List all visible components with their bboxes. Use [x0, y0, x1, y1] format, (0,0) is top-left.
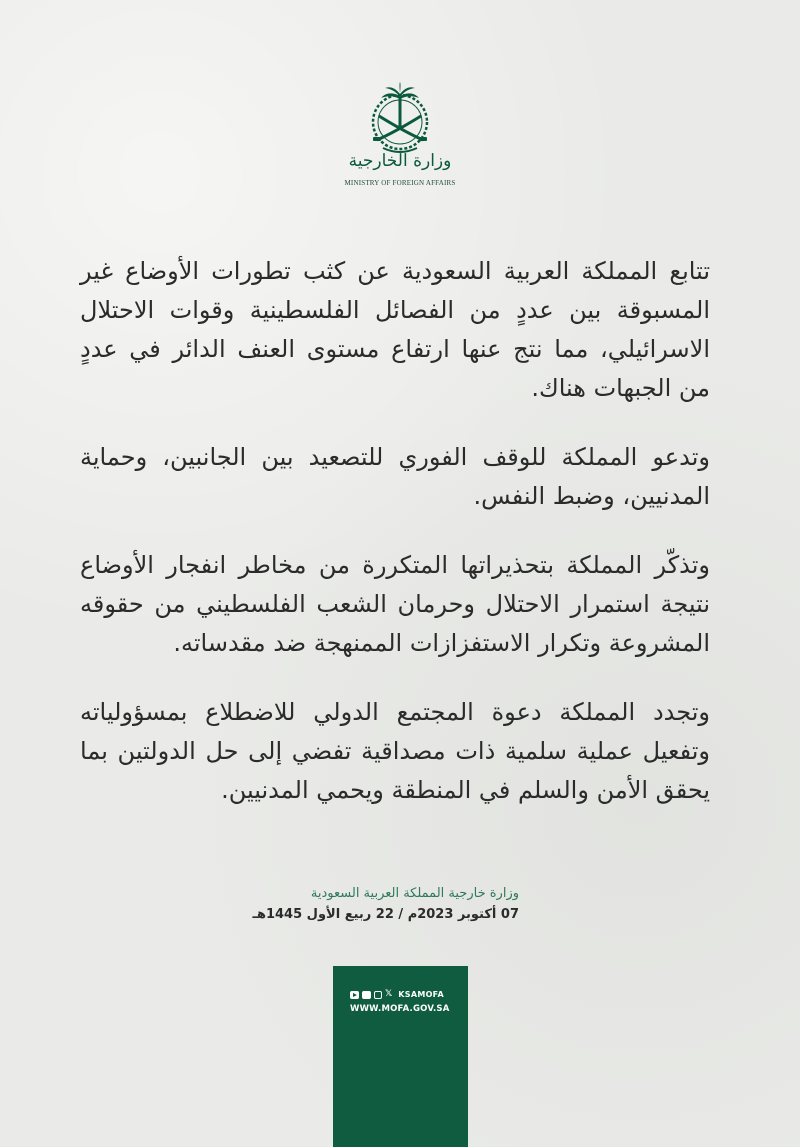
signature-block — [239, 884, 519, 926]
ministry-name-english: MINISTRY OF FOREIGN AFFAIRS — [344, 179, 456, 187]
facebook-icon[interactable] — [362, 991, 371, 999]
x-icon[interactable]: 𝕏 — [385, 989, 393, 999]
issuer-name: وزارة خارجية المملكة العربية السعودية — [310, 886, 519, 901]
instagram-icon[interactable] — [374, 991, 382, 999]
statement-paragraph: تتابع المملكة العربية السعودية عن كثب تطورات الأوضاع غير المسبوقة بين عددٍ من الفصائل الفلسطينية وقوات الاحتلال الاسرائيلي، مما نتج عنها ارتفاع مستوى العنف الدائر في عددٍ من الجبهات هناك. — [80, 257, 710, 402]
ministry-name-arabic: وزارة الخارجية — [348, 151, 452, 171]
website-link[interactable]: WWW.MOFA.GOV.SA — [350, 1004, 450, 1014]
statement-paragraph: وتدعو المملكة للوقف الفوري للتصعيد بين الجانبين، وحماية المدنيين، وضبط النفس. — [80, 443, 710, 510]
statement-body — [80, 252, 710, 840]
statement-paragraph: وتذكّر المملكة بتحذيراتها المتكررة من مخاطر انفجار الأوضاع نتيجة استمرار الاحتلال وحرمان الشعب الفلسطيني من حقوقه المشروعة وتكرار الاستفزازات الممنهجة ضد مقدساته. — [80, 551, 710, 657]
footer-brand-block — [333, 966, 468, 1147]
issue-date: 07 أكتوبر 2023م / 22 ربيع الأول 1445هـ — [252, 907, 519, 922]
social-links — [350, 990, 444, 999]
statement-paragraph: وتجدد المملكة دعوة المجتمع الدولي للاضطلاع بمسؤولياته وتفعيل عملية سلمية ذات مصداقية تفضي إلى حل الدولتين بما يحقق الأمن والسلم في المنطقة ويحمي المدنيين. — [80, 698, 710, 804]
social-handle[interactable]: KSAMOFA — [398, 990, 445, 999]
youtube-icon[interactable] — [350, 991, 359, 999]
